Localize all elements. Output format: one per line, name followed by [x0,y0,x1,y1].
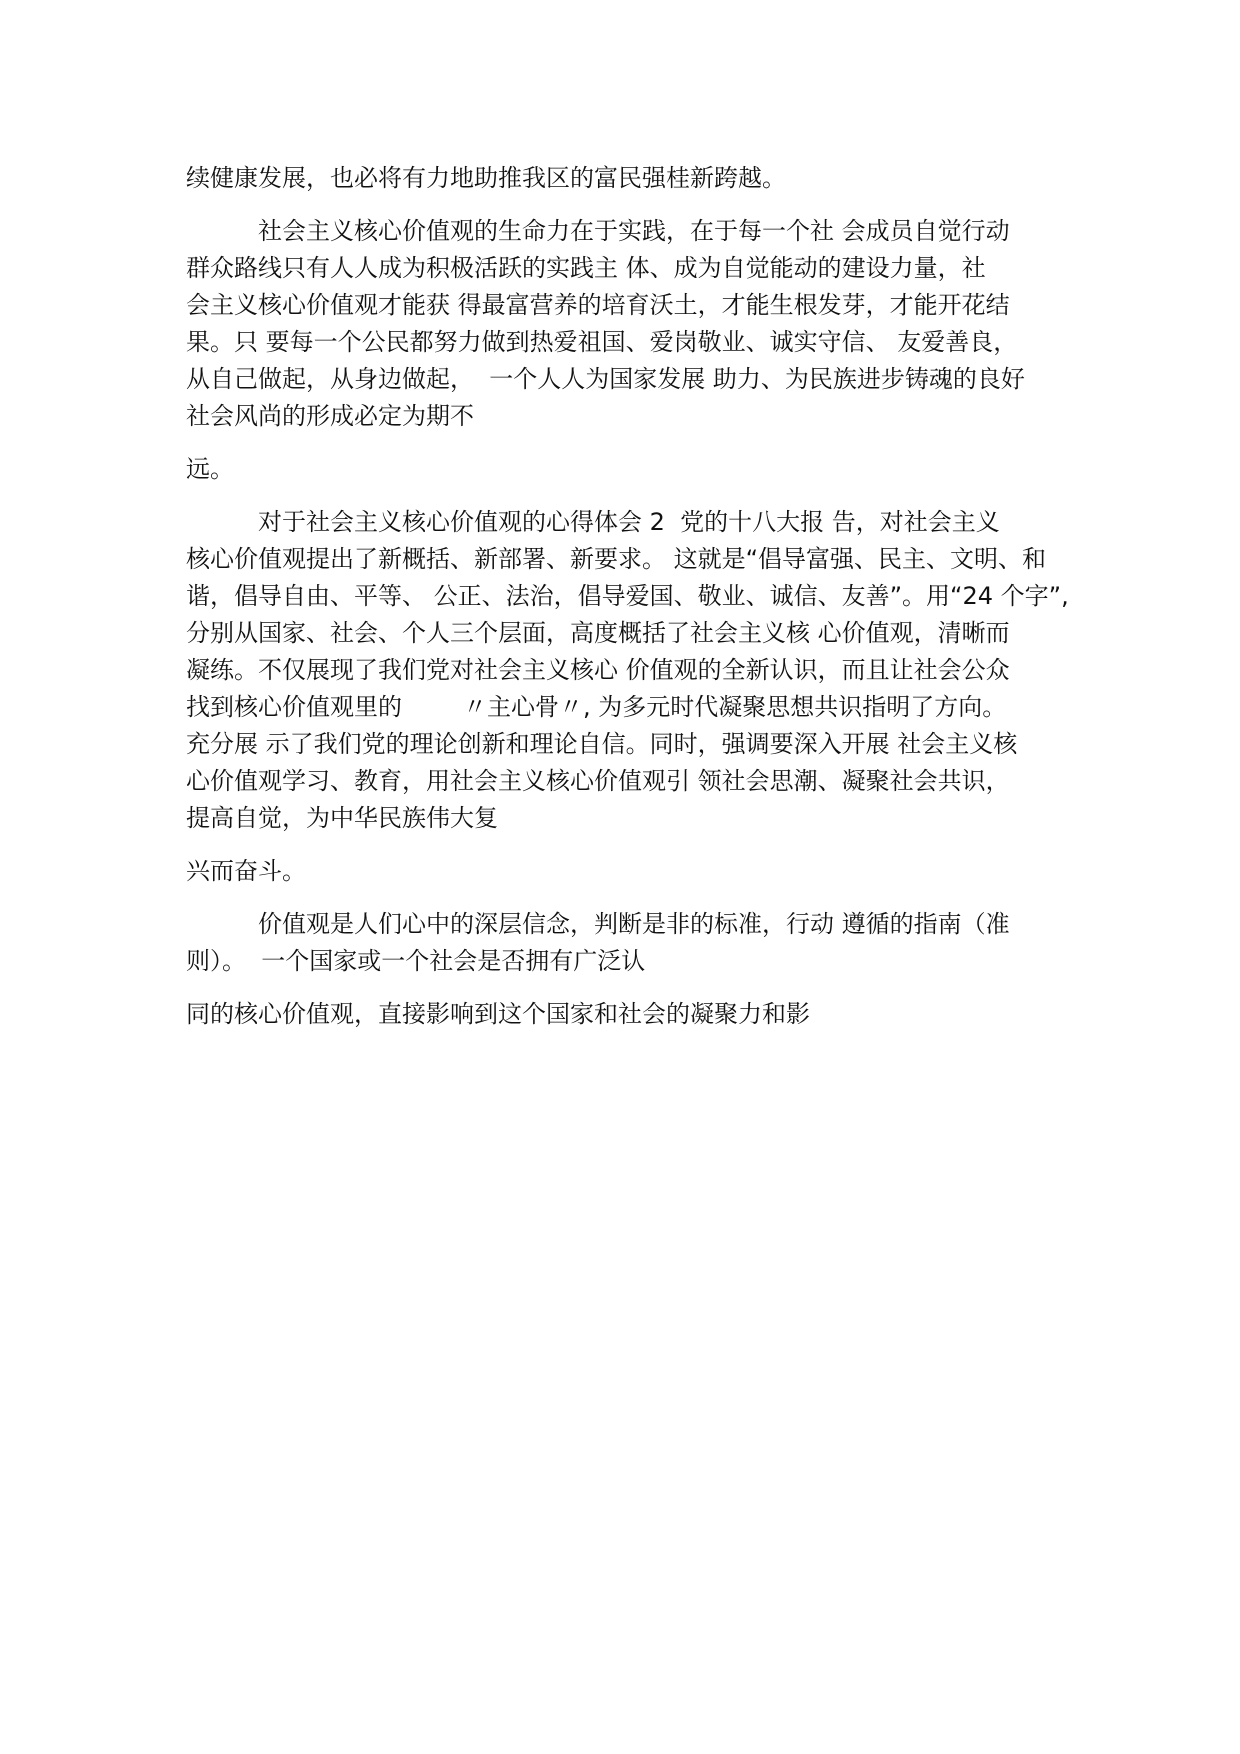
paragraph-line: 果。只 要每一个公民都努力做到热爱祖国、爱岗敬业、诚实守信、 友爱善良， [186,328,1018,356]
paragraph-line: 则）。 一个国家或一个社会是否拥有广泛认 [186,947,646,975]
paragraph-7 [186,996,1066,1033]
paragraph-5 [186,853,1066,890]
paragraph-line: 社会风尚的形成必定为期不 [186,402,474,430]
paragraph-line: 核心价值观提出了新概括、新部署、新要求。 这就是“倡导富强、民主、文明、和 [186,545,1047,573]
paragraph-line: 分别从国家、社会、个人三个层面，高度概括了社会主义核 心价值观，清晰而 [186,619,1010,647]
paragraph-3 [186,451,1066,488]
document-body [186,160,1069,1033]
paragraph-line: 提高自觉，为中华民族伟大复 [186,804,498,832]
paragraph-2 [186,213,1066,435]
paragraph-line: 谐，倡导自由、平等、 公正、法治，倡导爱国、敬业、诚信、友善”。用“24 个字”, [186,582,1069,610]
paragraph-line: 续健康发展，也必将有力地助推我区的富民强桂新跨越。 [186,164,786,192]
paragraph-line: 充分展 示了我们党的理论创新和理论自信。同时，强调要深入开展 社会主义核 [186,730,1018,758]
paragraph-line: 心价值观学习、教育，用社会主义核心价值观引 领社会思潮、凝聚社会共识， [186,767,1010,795]
paragraph-line: 群众路线只有人人成为积极活跃的实践主 体、成为自觉能动的建设力量，社 [186,254,986,282]
paragraph-line: 从自己做起，从身边做起， 一个人人为国家发展 助力、为民族进步铸魂的良好 [186,365,1025,393]
paragraph-line: 同的核心价值观，直接影响到这个国家和社会的凝聚力和影 [186,1000,810,1028]
paragraph-line: 价值观是人们心中的深层信念，判断是非的标准，行动 遵循的指南（准 [258,910,1010,938]
paragraph-line: 找到核心价值观里的 〃主心骨〃, 为多元时代凝聚思想共识指明了方向。 [186,693,1007,721]
paragraph-6 [186,906,1066,980]
paragraph-line: 兴而奋斗。 [186,857,306,885]
paragraph-line: 凝练。不仅展现了我们党对社会主义核心 价值观的全新认识，而且让社会公众 [186,656,1010,684]
paragraph-line: 社会主义核心价值观的生命力在于实践，在于每一个社 会成员自觉行动 [258,217,1010,245]
paragraph-1 [186,160,1066,197]
paragraph-line: 会主义核心价值观才能获 得最富营养的培育沃土，才能生根发芽，才能开花结 [186,291,1010,319]
paragraph-4 [186,504,1069,837]
paragraph-line: 对于社会主义核心价值观的心得体会 2 党的十八大报 告，对社会主义 [258,508,1000,536]
paragraph-line: 远。 [186,455,234,483]
